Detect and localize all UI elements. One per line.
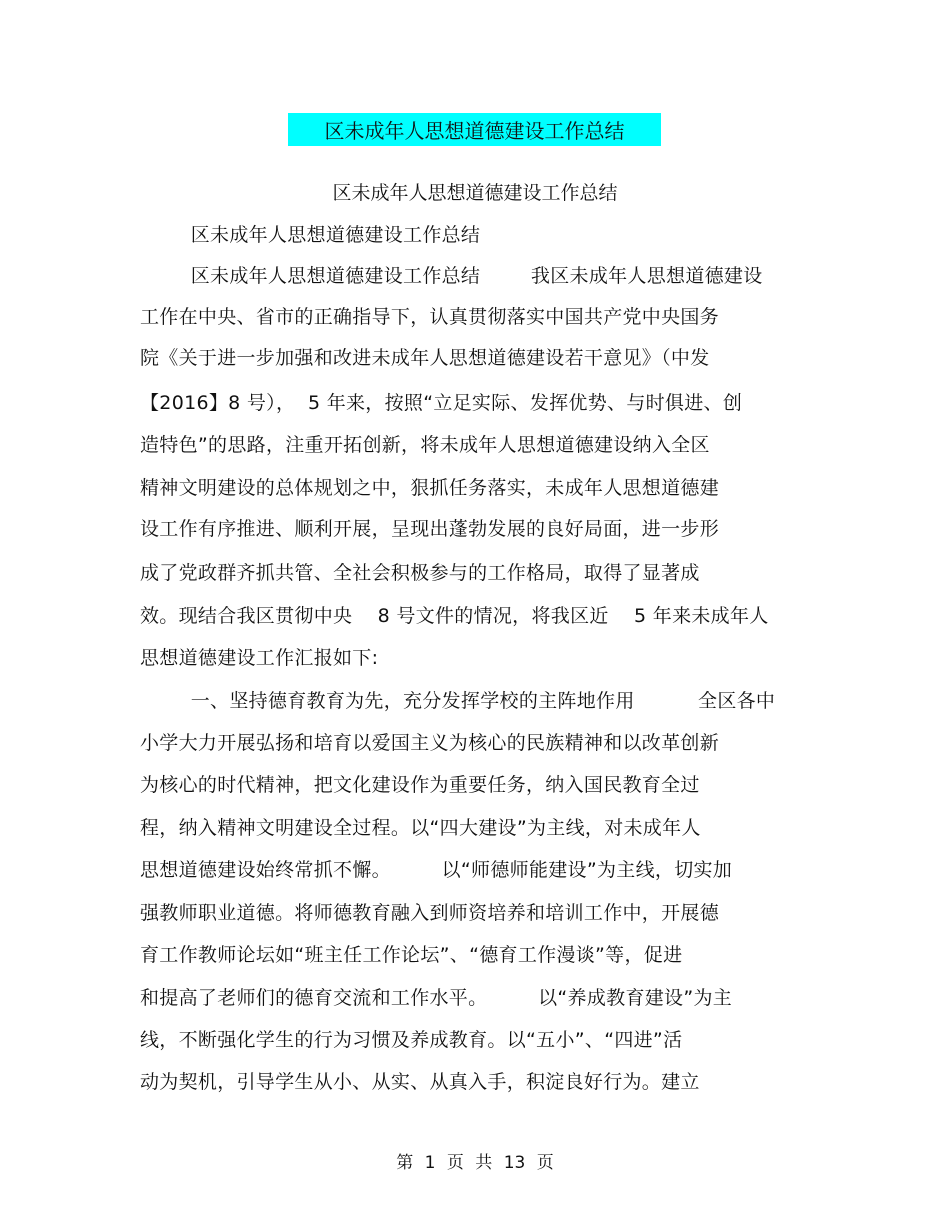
- text-line: 小学大力开展弘扬和培育以爱国主义为核心的民族精神和以改革创新: [140, 732, 720, 754]
- document-subtitle: 区未成年人思想道德建设工作总结: [332, 182, 618, 204]
- highlighted-title: [288, 113, 661, 146]
- text-line: 一、坚持德育教育为先，充分发挥学校的主阵地作用 全区各中: [140, 690, 776, 712]
- text-line: 造特色”的思路，注重开拓创新，将未成年人思想道德建设纳入全区: [140, 434, 710, 456]
- page-title: 区未成年人思想道德建设工作总结: [324, 119, 625, 143]
- text-line: 设工作有序推进、顺利开展，呈现出蓬勃发展的良好局面，进一步形: [140, 518, 720, 540]
- text-line: 【2016】8 号）， 5 年来，按照“立足实际、发挥优势、与时俱进、创: [140, 392, 743, 414]
- text-line: 区未成年人思想道德建设工作总结: [140, 224, 481, 246]
- page-number-footer: 第 1 页 共 13 页: [396, 1153, 554, 1173]
- text-line: 动为契机，引导学生从小、从实、从真入手，积淀良好行为。建立: [140, 1071, 700, 1093]
- text-line: 为核心的时代精神，把文化建设作为重要任务，纳入国民教育全过: [140, 774, 700, 796]
- text-line: 强教师职业道德。将师德教育融入到师资培养和培训工作中，开展德: [140, 902, 720, 924]
- text-line: 线，不断强化学生的行为习惯及养成教育。以“五小”、“四进”活: [140, 1029, 683, 1051]
- text-line: 程，纳入精神文明建设全过程。以“四大建设”为主线，对未成年人: [140, 817, 701, 839]
- text-line: 精神文明建设的总体规划之中，狠抓任务落实，未成年人思想道德建: [140, 477, 720, 499]
- text-line: 思想道德建设始终常抓不懈。 以“师德师能建设”为主线，切实加: [140, 859, 733, 881]
- text-line: 区未成年人思想道德建设工作总结 我区未成年人思想道德建设: [140, 265, 763, 287]
- text-line: 院《关于进一步加强和改进未成年人思想道德建设若干意见》（中发: [140, 347, 710, 369]
- text-line: 和提高了老师们的德育交流和工作水平。 以“养成教育建设”为主: [140, 987, 733, 1009]
- text-line: 思想道德建设工作汇报如下:: [140, 647, 379, 669]
- text-line: 工作在中央、省市的正确指导下，认真贯彻落实中国共产党中央国务: [140, 306, 720, 328]
- text-line: 育工作教师论坛如“班主任工作论坛”、“德育工作漫谈”等，促进: [140, 944, 683, 966]
- text-line: 效。现结合我区贯彻中央 8 号文件的情况，将我区近 5 年来未成年人: [140, 605, 769, 627]
- text-line: 成了党政群齐抓共管、全社会积极参与的工作格局，取得了显著成: [140, 562, 700, 584]
